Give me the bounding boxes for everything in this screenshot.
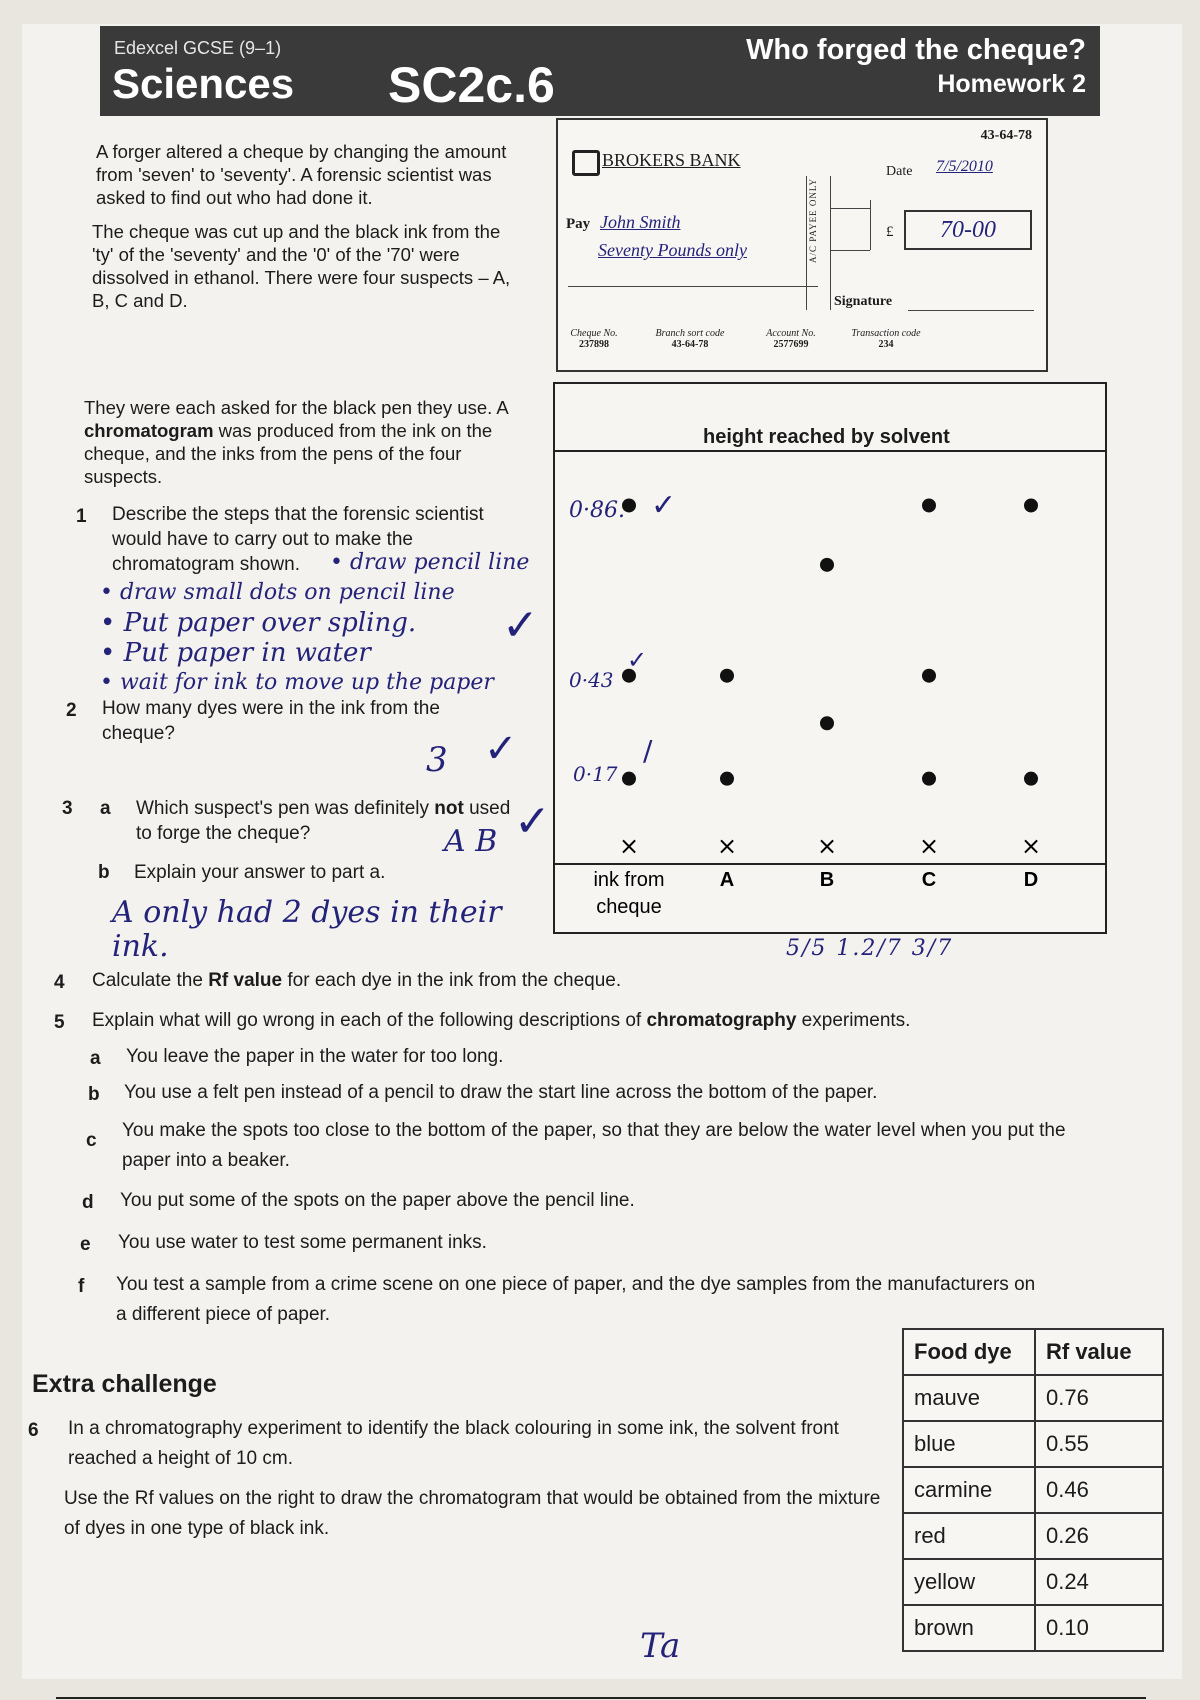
table-header-row [903, 1329, 1163, 1375]
answer-1-handwritten [100, 550, 550, 698]
answer-3b-handwritten: A only had 2 dyes in their ink. [112, 895, 502, 964]
footer-label: Transaction code [851, 328, 921, 339]
dye-spot [720, 669, 734, 683]
rf-value: 0.46 [1035, 1467, 1163, 1513]
footer-label: Account No. [766, 328, 816, 339]
intro-text: was produced from the ink on the cheque, and the inks from the pens of the four suspects. [84, 420, 493, 487]
start-cross: × [716, 832, 738, 860]
rf-value: 0.76 [1035, 1375, 1163, 1421]
part-letter: c [86, 1130, 97, 1151]
series-label: Edexcel GCSE (9–1) [114, 38, 282, 58]
footer-value: 234 [878, 339, 894, 350]
question-1: Describe the steps that the forensic scientist would have to carry out to make the chromatogram shown. [112, 504, 484, 575]
bank-name: BROKERS BANK [602, 150, 741, 170]
question-3b: Explain your answer to part a. [134, 862, 386, 883]
tick-mark: ✓ [484, 726, 518, 772]
table-row [903, 1467, 1163, 1513]
dye-spot [1024, 772, 1038, 786]
table-row [903, 1421, 1163, 1467]
question-text: Calculate the [92, 970, 209, 991]
dye-name: brown [903, 1605, 1035, 1651]
question-5e: You use water to test some permanent inks. [118, 1232, 487, 1253]
tick-mark: ✓ [651, 488, 677, 523]
tick-mark: ✓ [502, 600, 539, 651]
answer-line: • draw small dots on pencil line [100, 580, 455, 605]
question-number: 2 [66, 700, 77, 721]
part-letter: d [82, 1192, 94, 1213]
rf-value: 0.26 [1035, 1513, 1163, 1559]
question-5d: You put some of the spots on the paper above the pencil line. [120, 1190, 635, 1211]
dye-name: blue [903, 1421, 1035, 1467]
question-number: 3 [62, 798, 73, 819]
footer-label: Cheque No. [570, 328, 618, 339]
account-number [758, 328, 824, 350]
date-value: 7/5/2010 [936, 158, 993, 175]
cheque-sort-code: 43-64-78 [980, 128, 1032, 143]
rf-annotation: 0·17 [573, 762, 618, 786]
dye-name: carmine [903, 1467, 1035, 1513]
lane-label: A [719, 869, 735, 891]
answer-4-scribble: 5/5 1.2/7 3/7 [786, 936, 954, 961]
dye-name: red [903, 1513, 1035, 1559]
part-letter: b [88, 1084, 100, 1105]
chromatogram [553, 382, 1107, 934]
start-cross: × [618, 832, 640, 860]
question-text: experiments. [796, 1010, 911, 1031]
intro-bold-term: chromatogram [84, 420, 214, 441]
question-5 [92, 1008, 1092, 1033]
intro-text: They were each asked for the black pen they use. A [84, 397, 508, 418]
crossing-line [806, 176, 807, 310]
start-cross: × [918, 832, 940, 860]
question-text: used to forge the cheque? [136, 798, 511, 844]
question-text: Explain what will go wrong in each of the following descriptions of [92, 1010, 647, 1031]
start-cross: × [1020, 832, 1042, 860]
dye-spot [720, 772, 734, 786]
branch-sort-code [644, 328, 736, 350]
unit-code: SC2c.6 [388, 57, 555, 113]
lane-label: B [819, 869, 835, 891]
dye-spot [922, 498, 936, 512]
intro-paragraph-3 [84, 396, 544, 488]
lane-label: cheque [596, 896, 662, 918]
crossing-text: A/C PAYEE ONLY [808, 178, 818, 263]
signature-label: Signature [834, 294, 893, 309]
header-banner [100, 26, 1100, 116]
lane-label: D [1023, 869, 1039, 891]
answer-2-handwritten: 3 [426, 740, 448, 780]
amount-in-words: Seventy Pounds only [598, 240, 747, 260]
part-letter: a [90, 1048, 101, 1069]
page-bottom-rule [56, 1697, 1146, 1699]
extra-challenge-heading: Extra challenge [32, 1370, 217, 1398]
question-4 [92, 968, 812, 993]
answer-line: • Put paper in water [100, 638, 371, 668]
lane-label: C [921, 869, 937, 891]
table-row [903, 1375, 1163, 1421]
column-header: Rf value [1035, 1329, 1163, 1375]
subject-title: Sciences [112, 60, 295, 107]
tick-mark: / [643, 734, 653, 767]
rf-value: 0.24 [1035, 1559, 1163, 1605]
payee-name: John Smith [600, 212, 681, 232]
intro-paragraph-1: A forger altered a cheque by changing the amount from 'seven' to 'seventy'. A forensic scientist was asked to find out who had done it. [96, 141, 507, 208]
tick-mark: ✓ [627, 646, 648, 674]
part-letter: e [80, 1234, 91, 1255]
question-bold: Rf value [208, 970, 283, 991]
worksheet-subtitle: Homework 2 [937, 70, 1086, 98]
dye-name: yellow [903, 1559, 1035, 1605]
intro-paragraph-2: The cheque was cut up and the black ink from the 'ty' of the 'seventy' and the '0' of the '70' were dissolved in ethanol. There were four suspects – A, B, C and D. [92, 221, 511, 311]
answer-line: • draw pencil line [330, 550, 530, 575]
rf-value: 0.10 [1035, 1605, 1163, 1651]
question-5f: You test a sample from a crime scene on one piece of paper, and the dye samples from the manufacturers on a different piece of paper. [116, 1274, 1036, 1325]
transaction-code [838, 328, 934, 350]
dye-name: mauve [903, 1375, 1035, 1421]
question-text: Which suspect's pen was definitely [136, 798, 435, 819]
date-label: Date [886, 164, 913, 179]
dye-spot [820, 558, 834, 572]
question-bold: chromatography [646, 1010, 797, 1031]
rf-value: 0.55 [1035, 1421, 1163, 1467]
dye-spot [820, 716, 834, 730]
dye-spot [922, 669, 936, 683]
footer-value: 43-64-78 [671, 339, 709, 350]
question-text: for each dye in the ink from the cheque. [282, 970, 622, 991]
lane-label: ink from [593, 869, 665, 891]
tick-mark: ✓ [514, 796, 551, 847]
table-row [903, 1513, 1163, 1559]
dye-spot [1024, 498, 1038, 512]
cheque-image [556, 118, 1048, 372]
column-header: Food dye [903, 1329, 1035, 1375]
cheque-rule [830, 208, 870, 209]
answer-line: • wait for ink to move up the paper [100, 670, 494, 695]
footer-value: 2577699 [773, 339, 809, 350]
cheque-number [568, 328, 620, 350]
pound-sign: £ [886, 224, 894, 240]
part-letter: f [78, 1276, 85, 1297]
question-5b: You use a felt pen instead of a pencil to draw the start line across the bottom of the paper. [124, 1082, 878, 1103]
question-6-part-2: Use the Rf values on the right to draw the chromatogram that would be obtained from the mixture of dyes in one type of black ink. [64, 1488, 881, 1539]
worksheet-title: Who forged the cheque? [746, 34, 1086, 66]
footer-value: 237898 [579, 339, 609, 350]
solvent-front-label: height reached by solvent [703, 426, 950, 448]
cheque-rule [568, 286, 818, 287]
table-row [903, 1605, 1163, 1651]
question-bold: not [434, 798, 464, 819]
start-cross: × [816, 832, 838, 860]
rf-value-table [902, 1328, 1164, 1652]
question-2: How many dyes were in the ink from the cheque? [102, 698, 440, 744]
question-number: 6 [28, 1420, 39, 1441]
question-number: 4 [54, 972, 65, 993]
rf-annotation: 0·43 [569, 668, 614, 692]
question-5a: You leave the paper in the water for too long. [126, 1046, 504, 1067]
pay-label: Pay [566, 216, 591, 232]
table-row [903, 1559, 1163, 1605]
amount-figures: 70-00 [904, 210, 1032, 250]
question-number: 5 [54, 1012, 65, 1033]
cheque-rule [830, 250, 870, 251]
part-letter: b [98, 862, 110, 883]
dye-spot [922, 772, 936, 786]
question-number: 1 [76, 506, 87, 527]
cheque-rule [870, 200, 871, 250]
answer-3a-handwritten: A B [444, 824, 498, 859]
signature-line [908, 310, 1034, 311]
dye-spot [622, 772, 636, 786]
footer-label: Branch sort code [655, 328, 725, 339]
answer-line: • Put paper over spling. [100, 608, 417, 638]
rf-annotation: 0·86. [569, 498, 625, 523]
bank-logo-icon [572, 150, 600, 176]
handwritten-scribble: Ta [640, 1626, 681, 1666]
part-letter: a [100, 798, 111, 819]
question-6-part-1: In a chromatography experiment to identify the black colouring in some ink, the solvent front reached a height of 10 cm. [68, 1418, 839, 1469]
crossing-line [830, 176, 831, 310]
question-5c: You make the spots too close to the bottom of the paper, so that they are below the water level when you put the paper into a beaker. [122, 1120, 1066, 1171]
